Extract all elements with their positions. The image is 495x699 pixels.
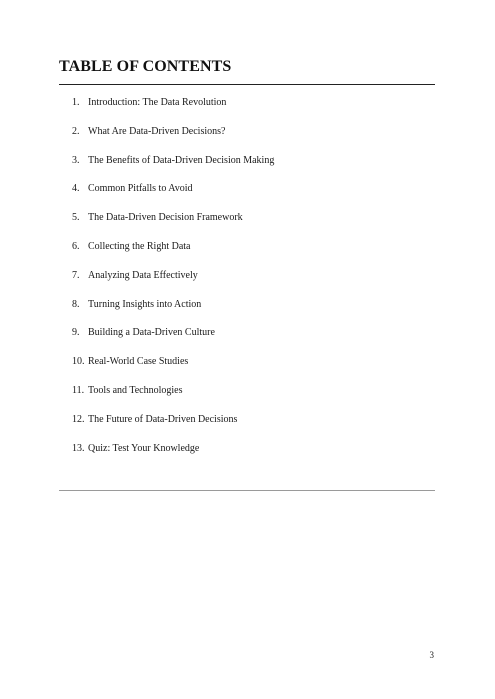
toc-item-text: Building a Data-Driven Culture	[88, 327, 215, 339]
toc-item-text: Introduction: The Data Revolution	[88, 97, 227, 108]
toc-item-text: The Future of Data-Driven Decisions	[88, 413, 238, 425]
toc-item-number: 7.	[72, 269, 80, 281]
toc-item-5[interactable]	[72, 211, 432, 240]
toc-item-11[interactable]	[72, 384, 432, 413]
toc-item-text: The Benefits of Data-Driven Decision Making	[88, 154, 275, 166]
toc-item-number: 2.	[72, 125, 80, 137]
toc-list	[72, 96, 432, 470]
section-divider	[59, 490, 435, 491]
toc-item-number: 3.	[72, 154, 80, 166]
toc-item-text: What Are Data-Driven Decisions?	[88, 125, 226, 137]
page-number: 3	[429, 650, 434, 660]
title-divider	[59, 84, 435, 85]
toc-item-number: 5.	[72, 212, 80, 224]
toc-item-number: 12.	[72, 413, 85, 425]
toc-item-number: 6.	[72, 240, 80, 252]
toc-item-text: Collecting the Right Data	[88, 240, 191, 252]
toc-item-number: 8.	[72, 298, 80, 310]
toc-item-number: 4.	[72, 183, 80, 195]
toc-item-7[interactable]	[72, 269, 432, 298]
toc-item-3[interactable]	[72, 154, 432, 183]
toc-item-4[interactable]	[72, 182, 432, 211]
toc-item-6[interactable]	[72, 240, 432, 269]
toc-item-number: 9.	[72, 327, 80, 339]
toc-item-10[interactable]	[72, 355, 432, 384]
toc-item-text: The Data-Driven Decision Framework	[88, 212, 243, 224]
toc-item-2[interactable]	[72, 125, 432, 154]
toc-item-number: 13.	[72, 442, 85, 454]
toc-item-text: Tools and Technologies	[88, 384, 183, 396]
toc-item-1[interactable]	[72, 96, 432, 125]
toc-item-text: Turning Insights into Action	[88, 298, 202, 310]
toc-item-text: Analyzing Data Effectively	[88, 269, 198, 281]
toc-item-12[interactable]	[72, 413, 432, 442]
toc-item-number: 1.	[72, 97, 80, 108]
toc-item-13[interactable]	[72, 442, 432, 471]
toc-item-number: 10.	[72, 356, 85, 368]
toc-item-number: 11.	[72, 384, 85, 396]
toc-item-text: Common Pitfalls to Avoid	[88, 183, 193, 195]
toc-item-9[interactable]	[72, 326, 432, 355]
toc-item-text: Real-World Case Studies	[88, 356, 189, 368]
toc-item-text: Quiz: Test Your Knowledge	[88, 442, 200, 454]
toc-item-8[interactable]	[72, 298, 432, 327]
page-title: TABLE OF CONTENTS	[59, 58, 232, 75]
